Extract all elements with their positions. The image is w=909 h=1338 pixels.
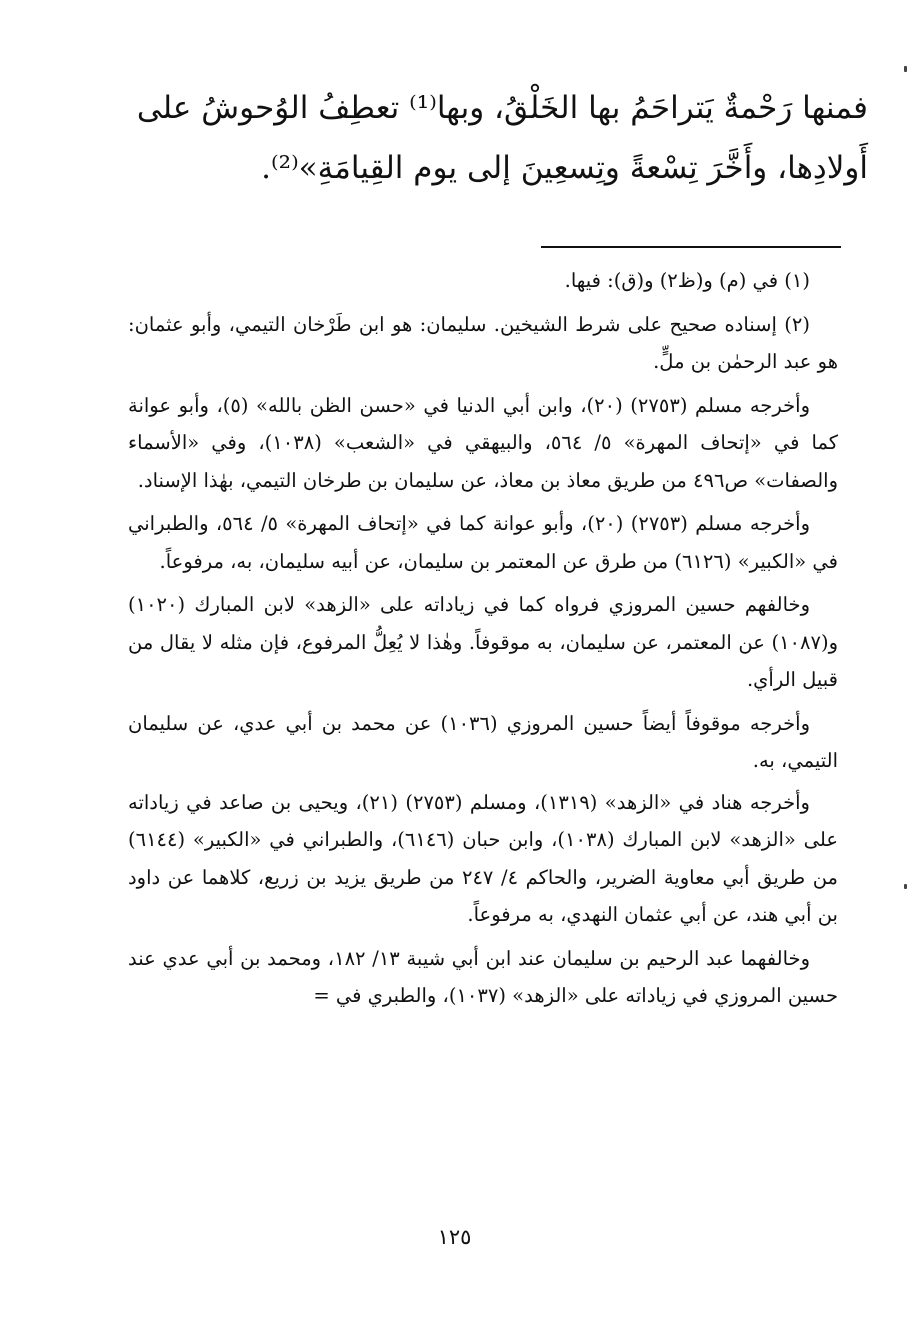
footnote-2-takhrij-3: وخالفهم حسين المروزي فرواه كما في زياداته على «الزهد» لابن المبارك (١٠٢٠) و(١٠٨٧) عن المعتمر، عن سليمان، به موقوفاً. وهٰذا لا يُعِلُّ المرفوع، فإن مثله لا يقال من قبيل الرأي. xyxy=(128,593,838,691)
hadith-line-1: فمنها رَحْمةٌ يَتراحَمُ بها الخَلْقُ، وبها⁽¹⁾ تعطِفُ الوُحوشُ على xyxy=(136,90,868,126)
footnote-2-takhrij-4: وأخرجه موقوفاً أيضاً حسين المروزي (١٠٣٦) عن محمد بن أبي عدي، عن سليمان التيمي، به. xyxy=(128,711,838,772)
hadith-line-2: أَولادِها، وأَخَّرَ تِسْعةً وتِسعِينَ إلى يوم القِيامَةِ»⁽²⁾. xyxy=(261,150,868,186)
footnotes xyxy=(128,262,838,1021)
footnote-2-isnad: (٢) إسناده صحيح على شرط الشيخين. سليمان: هو ابن طَرْخان التيمي، وأبو عثمان: هو عبد الرحمٰن بن ملٍّ. xyxy=(128,312,838,373)
footnote-separator xyxy=(541,246,841,248)
scan-edge-mark xyxy=(904,884,907,889)
hadith-text xyxy=(128,78,868,198)
footnote-2-takhrij-6: وخالفهما عبد الرحيم بن سليمان عند ابن أبي شيبة ١٣/ ١٨٢، ومحمد بن أبي عدي عند حسين المروزي في زياداته على «الزهد» (١٠٣٧)، والطبري في = xyxy=(128,946,838,1007)
footnote-2-takhrij-5: وأخرجه هناد في «الزهد» (١٣١٩)، ومسلم (٢٧٥٣) (٢١)، ويحيى بن صاعد في زياداته على «الزهد» لابن المبارك (١٠٣٨)، وابن حبان (٦١٤٦)، والطبراني في «الكبير» (٦١٤٤) من طريق أبي معاوية الضرير، والحاكم ٤/ ٢٤٧ من طريق يزيد بن زريع، كلاهما عن داود بن أبي هند، عن أبي عثمان النهدي، به مرفوعاً. xyxy=(128,790,838,926)
footnote-2-takhrij-1: وأخرجه مسلم (٢٧٥٣) (٢٠)، وابن أبي الدنيا في «حسن الظن بالله» (٥)، وأبو عوانة كما في «إتحاف المهرة» ٥/ ٥٦٤، والبيهقي في «الشعب» (١٠٣٨)، وفي «الأسماء والصفات» ص٤٩٦ من طريق معاذ بن معاذ، عن سليمان بن طرخان التيمي، بهٰذا الإسناد. xyxy=(128,393,838,492)
scan-edge-mark xyxy=(904,66,907,72)
footnote-2-takhrij-2: وأخرجه مسلم (٢٧٥٣) (٢٠)، وأبو عوانة كما في «إتحاف المهرة» ٥/ ٥٦٤، والطبراني في «الكبير» (٦١٢٦) من طرق عن المعتمر بن سليمان، عن أبيه سليمان، به، مرفوعاً. xyxy=(128,512,838,573)
footnote-1: (١) في (م) و(ظ٢) و(ق): فيها. xyxy=(564,269,810,292)
page-number: ١٢٥ xyxy=(437,1225,472,1249)
